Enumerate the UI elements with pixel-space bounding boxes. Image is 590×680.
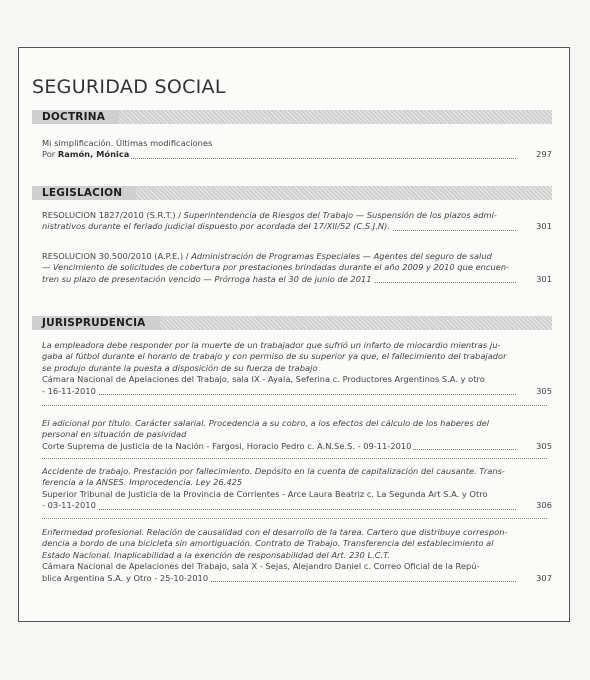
case-summary: Enfermedad profesional. Relación de causalidad con el desarrollo de la tarea. Cartero que distribuye correspon- — [42, 527, 508, 537]
resolution-text-cont: tren su plazo de presentación vencido — Prórroga hasta el 30 de junio de 2011 — [42, 273, 372, 284]
page-number: 305 — [536, 385, 552, 396]
case-date: - 16-11-2010 — [42, 385, 96, 396]
page-number: 297 — [536, 149, 552, 160]
legislacion-entry-1[interactable] — [42, 210, 552, 233]
resolution-text: Superintendencia de Riesgos del Trabajo — Suspensión de los plazos admi- — [183, 210, 497, 220]
section-header-jurisprudencia — [32, 316, 552, 330]
case-court-cont: blica Argentina S.A. y Otro - 25-10-2010 — [42, 572, 209, 583]
jurisprudencia-entry-3[interactable] — [42, 466, 552, 512]
case-court: Cámara Nacional de Apelaciones del Trabajo, sala IX - Ayala, Seferina c. Productores Argentinos S.A. y otro — [42, 374, 485, 385]
section-label: DOCTRINA — [32, 110, 119, 124]
case-court: Superior Tribunal de Justicia de la Provincia de Corrientes - Arce Laura Beatriz c. La Segunda Art S.A. y Otro — [42, 488, 488, 499]
section-header-doctrina — [32, 110, 552, 124]
author-prefix: Por — [42, 149, 58, 160]
page-number: 307 — [536, 572, 552, 583]
entry-title: Mi simplificación. Últimas modificaciones — [42, 138, 213, 148]
legislacion-entry-2[interactable] — [42, 251, 552, 285]
case-date: - 03-11-2010 — [42, 500, 96, 511]
jurisprudencia-entry-2[interactable] — [42, 418, 552, 452]
entry-divider — [42, 458, 547, 459]
page-title: SEGURIDAD SOCIAL — [32, 76, 226, 98]
page-number: 305 — [536, 440, 552, 451]
case-court: Cámara Nacional de Apelaciones del Trabajo, sala X - Sejas, Alejandro Daniel c. Correo Oficial de la Repú- — [42, 561, 480, 572]
page-number: 301 — [536, 221, 552, 232]
case-summary: se produjo durante la puesta a disposición de su fuerza de trabajo — [42, 362, 318, 373]
resolution-head: RESOLUCION 30.500/2010 (A.P.E.) / — [42, 251, 192, 261]
case-summary: Accidente de trabajo. Prestación por fallecimiento. Depósito en la cuenta de capitalización del causante. Trans- — [42, 466, 505, 476]
page-number: 306 — [536, 500, 552, 511]
section-label: JURISPRUDENCIA — [32, 316, 160, 330]
jurisprudencia-entry-4[interactable] — [42, 527, 552, 584]
entry-divider — [42, 518, 547, 519]
page-frame — [18, 47, 570, 622]
author-name: Ramón, Mónica — [57, 149, 130, 160]
page-number: 301 — [536, 273, 552, 284]
resolution-head: RESOLUCION 1827/2010 (S.R.T.) / — [42, 210, 184, 220]
case-summary: personal en situación de pasividad — [42, 429, 187, 440]
case-summary: La empleadora debe responder por la muerte de un trabajador que sufrió un infarto de miocardio mientras ju- — [42, 340, 501, 350]
section-label: LEGISLACION — [32, 186, 136, 200]
resolution-text-cont: — Vencimiento de solicitudes de cobertura por prestaciones brindadas durante el año 2009 y 2010 que encuen- — [42, 262, 510, 273]
doctrina-entry[interactable] — [42, 138, 552, 161]
case-summary: ferencia a la ANSES. Improcedencia. Ley 26.425 — [42, 477, 243, 488]
entry-divider — [42, 405, 547, 406]
case-summary: dencia a bordo de una bicicleta sin amortiguación. Contrato de Trabajo. Transferencia del establecimiento al — [42, 538, 494, 549]
jurisprudencia-entry-1[interactable] — [42, 340, 552, 397]
case-court: Corte Suprema de Justicia de la Nación - Fargosi, Horacio Pedro c. A.N.Se.S. - 09-11-2010 — [42, 440, 412, 451]
resolution-text: Administración de Programas Especiales — Agentes del seguro de salud — [191, 251, 492, 261]
case-summary: gaba al fútbol durante el horario de trabajo y con permiso de su superior ya que, el fallecimiento del trabajador — [42, 351, 507, 362]
case-summary: El adicional por título. Carácter salarial. Procedencia a su cobro, a los efectos del cálculo de los haberes del — [42, 418, 490, 428]
case-summary: Estado Nacional. Inaplicabilidad a la exención de responsabilidad del Art. 230 L.C.T. — [42, 549, 390, 560]
resolution-text-cont: nistrativos durante el feriado judicial dispuesto por acordada del 17/XII/52 (C.S.J.N). — [42, 221, 390, 232]
section-header-legislacion — [32, 186, 552, 200]
